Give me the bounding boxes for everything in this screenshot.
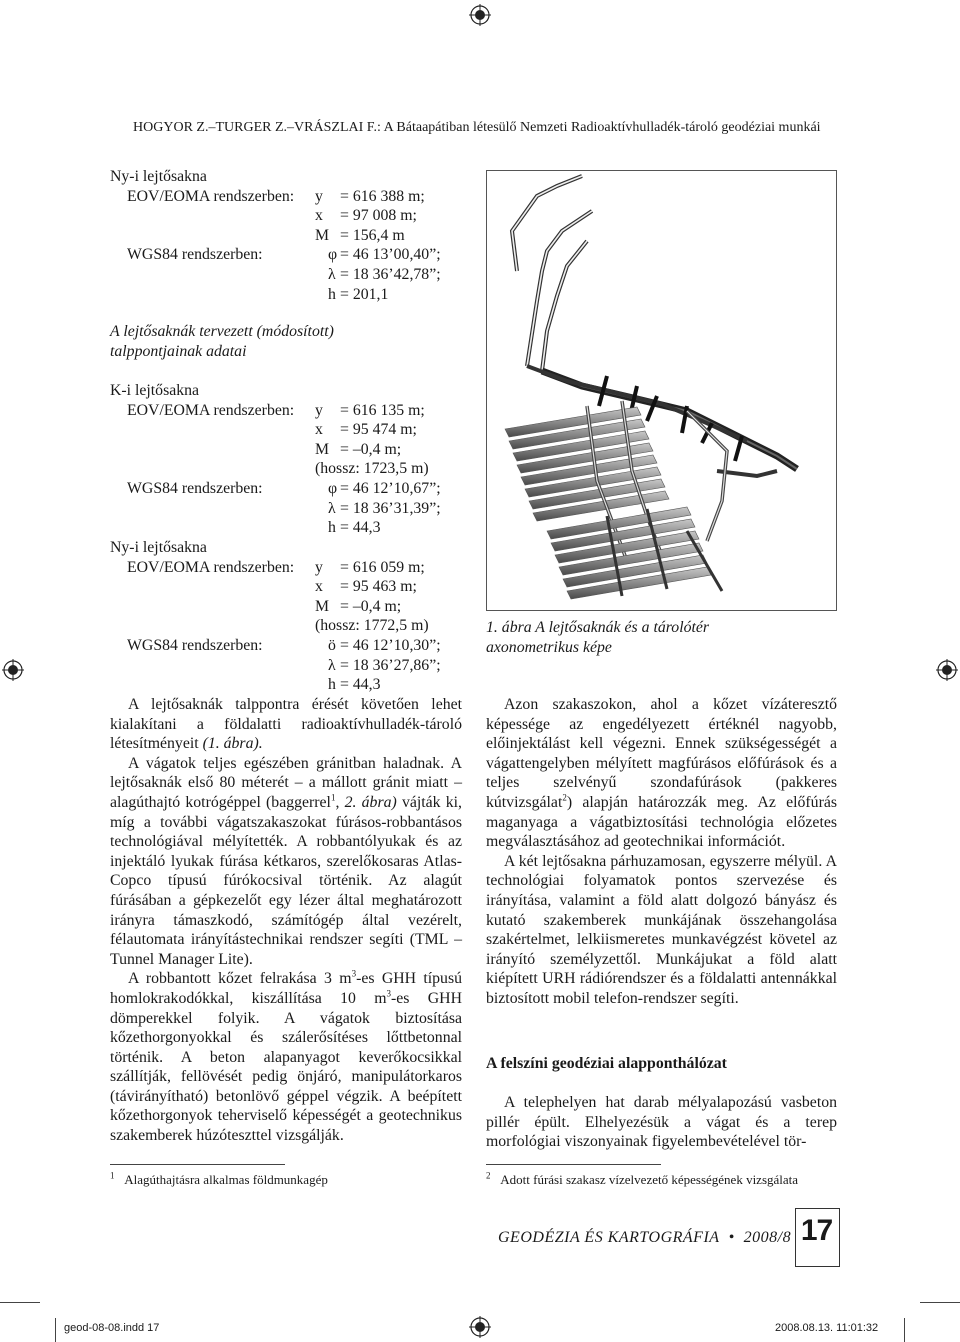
running-header: HOGYOR Z.–TURGER Z.–VRÁSZLAI F.: A Bátaapátiban létesülő Nemzeti Radioaktívhulladék-tároló geodéziai munkái bbox=[133, 120, 821, 135]
crop-mark bbox=[904, 1318, 905, 1342]
subheading: A lejtősaknák tervezett (módosított) talppontjainak adatai bbox=[110, 323, 334, 360]
coordinate-block-west-shaft-surface: Ny-i lejtősakna EOV/EOMA rendszerben: y = 616 388 m; x = 97 008 m; M = 156,4 m WGS84 rendszerben: φ = 46 13’00,40”; λ = 18 36’42,78”; h = 201,1 bbox=[110, 168, 441, 303]
footnote-rule bbox=[486, 1164, 661, 1165]
registration-mark-icon bbox=[469, 4, 491, 26]
paragraph: A két lejtősakna párhuzamosan, egyszerre mélyül. A technológiai folyamatok pontos szervezése és irányítása, valamint a föld alatt dolgozó bányász és kutató szakemberek munkájának összehangolása szakértelmet, lelkiismeretes munkavégzést követel az irányító személyzettől. Munkájukat a föld alatt kiépített URH rádiórendszer és a földalatti antennákkal biztosított mobil telefon-rendszer segíti. bbox=[486, 852, 837, 1007]
paragraph: A robbantott kőzet felrakása 3 $m^3-es$ GHH típusú homlokrakodókkal, kiszállítása 10 $m^3-es$ GHH dömperekkel folyik. A vágatok biztosítása kőzethorgonyokkal és szálerősítéses lőttbetonnal történik. A beton alapanyagot keverőkocsikkal szállítják, fellövését pedig önjáró, manipulátorkaros (távirányítható) betonlövő géppel végzik. A beépített kőzethorgonyok teherviselő képességét a geotechnikus szakemberek húzóteszttel vizsgálják. bbox=[110, 969, 463, 1145]
slug-file: geod-08-08.indd 17 bbox=[64, 1322, 160, 1334]
paragraph: A lejtősaknák talppontra érését követően lehet kialakítani a földalatti radioaktívhulladék-tároló létesítményeit (1. ábra). bbox=[110, 696, 462, 753]
block-title: Ny-i lejtősakna bbox=[110, 168, 207, 185]
storage-bay-lower bbox=[547, 507, 722, 599]
block-title: K-i lejtősakna bbox=[110, 382, 200, 399]
journal-footer: GEODÉZIA ÉS KARTOGRÁFIA • 2008/8 bbox=[498, 1229, 792, 1246]
paragraph: A vágatok teljes egészében gránitban haladnak. A lejtősaknák első 80 méterét – a mállott gránit miatt – alagúthajtó kotrógéppel (baggerrel$^1$, 2. ábra) vájták ki, míg a további vágatszakaszokat fúrásos-robbantásos technológiával mélyítették. A robbantólyukak és az injektáló lyukak fúrása kétkaros, szerelőkosaras Atlas-Copco típusú fúrókocsival történik. Az alagút fúrásában a gépkezelőt egy lézer által meghatározott irányra támaszkodó, számítógép által vezérelt, félautomata irányítástechnikai rendszer segíti (TML – Tunnel Manager Lite). bbox=[110, 754, 463, 968]
left-column-body bbox=[110, 695, 462, 1146]
registration-mark-icon bbox=[936, 659, 958, 681]
paragraph: Azon szakaszokon, ahol a kőzet vízáteresztő képessége az engedélyezett értéknél nagyobb, előinjektálást kell végezni. Ennek szükségességét a vágattengelyben mélyített magfúrásos előfúrások és a teljes szelvényű szondafúrások (pakkeres kútvizsgálat$^2$) alapján határozzák meg. Az előfúrás maganyaga a vágatbiztosítási technológia előzetes megválasztásához ad geotechnikai információt. bbox=[486, 696, 837, 851]
crop-mark bbox=[55, 1318, 56, 1342]
paragraph: A telephelyen hat darab mélyalapozású vasbeton pillér épült. Elhelyezésük a vágat és a terep morfológiai viszonyainak figyelembevételével tör- bbox=[486, 1094, 837, 1151]
coordinate-block-west-shaft: Ny-i lejtősakna EOV/EOMA rendszerben: y = 616 059 m; x = 95 463 m; M = –0,4 m; (hossz: 1772,5 m) WGS84 rendszerben: ö = 46 12’10,30”; λ = 18 36’27,86”; h = 44,3 bbox=[110, 539, 441, 694]
footnote-rule bbox=[110, 1164, 285, 1165]
footnote-1: $^1$ Alagúthajtásra alkalmas földmunkagép bbox=[110, 1170, 328, 1187]
crop-mark bbox=[920, 1302, 960, 1303]
slug-datetime: 2008.08.13. 11:01:32 bbox=[775, 1322, 879, 1334]
figure-frame bbox=[486, 170, 837, 611]
tunnel-axonometric-illustration bbox=[487, 171, 836, 610]
registration-mark-icon bbox=[2, 659, 24, 681]
footnote-2: $^2$ Adott fúrási szakasz vízelvezető képességének vizsgálata bbox=[486, 1170, 799, 1187]
coordinate-block-east-shaft: K-i lejtősakna EOV/EOMA rendszerben: y = 616 135 m; x = 95 474 m; M = –0,4 m; (hossz: 1723,5 m) WGS84 rendszerben: φ = 46 12’10,67”; λ = 18 36’31,39”; h = 44,3 bbox=[110, 382, 441, 537]
page-number: 17 bbox=[800, 1214, 833, 1247]
registration-mark-icon bbox=[469, 1316, 491, 1338]
right-column-body-cont bbox=[486, 1093, 837, 1152]
section-heading: A felszíni geodéziai alapponthálózat bbox=[486, 1055, 727, 1072]
right-column-body bbox=[486, 695, 837, 1009]
block-title: Ny-i lejtősakna bbox=[110, 539, 207, 556]
crop-mark bbox=[0, 1302, 40, 1303]
figure-caption: 1. ábra A lejtősaknák és a tárolótér axonometrikus képe bbox=[486, 619, 710, 656]
